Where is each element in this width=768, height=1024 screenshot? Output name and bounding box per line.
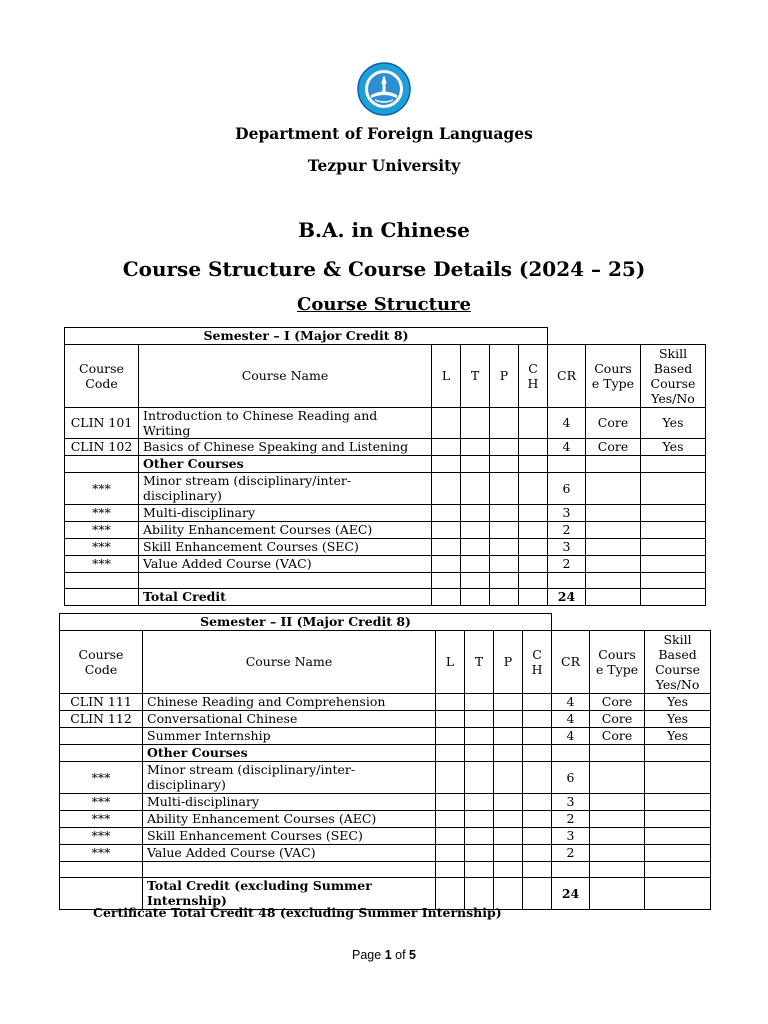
course-code: ***	[60, 844, 143, 861]
skill-based: Yes	[645, 693, 711, 710]
course-name: Summer Internship	[143, 727, 436, 744]
col-p: P	[490, 344, 519, 407]
table-row	[60, 810, 711, 827]
col-cr: CR	[548, 344, 586, 407]
col-skill-based: Skill Based Course Yes/No	[641, 344, 706, 407]
table-row	[60, 827, 711, 844]
course-code: ***	[60, 761, 143, 793]
table-row	[65, 472, 706, 504]
other-courses-label: Other Courses	[139, 455, 432, 472]
col-skill-based: Skill Based Course Yes/No	[645, 630, 711, 693]
skill-based: Yes	[641, 438, 706, 455]
course-code: ***	[60, 793, 143, 810]
table-row	[65, 521, 706, 538]
col-cr: CR	[552, 630, 590, 693]
table-row	[65, 504, 706, 521]
credit: 2	[552, 844, 590, 861]
course-name: Ability Enhancement Courses (AEC)	[139, 521, 432, 538]
table-row	[60, 727, 711, 744]
total-row	[65, 588, 706, 605]
table-row	[65, 455, 706, 472]
col-p: P	[494, 630, 523, 693]
credit: 4	[552, 693, 590, 710]
course-code: CLIN 111	[60, 693, 143, 710]
semester-2-caption: Semester – II (Major Credit 8)	[60, 614, 552, 631]
skill-based: Yes	[641, 407, 706, 438]
university-seal-icon	[357, 62, 411, 116]
col-course-type: Cours e Type	[590, 630, 645, 693]
credit: 4	[548, 438, 586, 455]
page-word: Page	[352, 948, 382, 962]
credit: 2	[548, 521, 586, 538]
col-course-type: Cours e Type	[586, 344, 641, 407]
skill-based: Yes	[645, 727, 711, 744]
course-code: ***	[60, 810, 143, 827]
page-number: 1	[384, 948, 392, 962]
section-heading: Course Structure	[297, 294, 471, 315]
course-code: ***	[65, 472, 139, 504]
table-row	[60, 861, 711, 877]
credit: 6	[548, 472, 586, 504]
course-name: Conversational Chinese	[143, 710, 436, 727]
course-code: CLIN 112	[60, 710, 143, 727]
course-code: ***	[65, 504, 139, 521]
page-footer	[0, 948, 768, 962]
course-type: Core	[590, 727, 645, 744]
col-ch: C H	[523, 630, 552, 693]
col-course-code: Course Code	[60, 630, 143, 693]
table-row	[65, 555, 706, 572]
course-name: Value Added Course (VAC)	[143, 844, 436, 861]
course-code: ***	[65, 555, 139, 572]
course-name: Multi-disciplinary	[143, 793, 436, 810]
course-name: Value Added Course (VAC)	[139, 555, 432, 572]
course-name: Minor stream (disciplinary/inter-disciplinary)	[143, 761, 436, 793]
credit: 3	[552, 793, 590, 810]
table-row	[60, 844, 711, 861]
table-row	[60, 793, 711, 810]
course-code	[60, 727, 143, 744]
university-title: Tezpur University	[307, 156, 461, 175]
course-name: Chinese Reading and Comprehension	[143, 693, 436, 710]
table-row	[65, 538, 706, 555]
col-t: T	[461, 344, 490, 407]
col-course-name: Course Name	[143, 630, 436, 693]
course-name: Ability Enhancement Courses (AEC)	[143, 810, 436, 827]
total-credit-label: Total Credit	[139, 588, 432, 605]
course-name: Multi-disciplinary	[139, 504, 432, 521]
credit: 3	[552, 827, 590, 844]
program-title: B.A. in Chinese	[298, 218, 470, 242]
credit: 3	[548, 504, 586, 521]
course-name: Skill Enhancement Courses (SEC)	[143, 827, 436, 844]
course-name: Skill Enhancement Courses (SEC)	[139, 538, 432, 555]
department-title: Department of Foreign Languages	[235, 124, 533, 143]
total-credit-value: 24	[548, 588, 586, 605]
table-row	[65, 438, 706, 455]
col-l: L	[436, 630, 465, 693]
total-credit-label: Total Credit (excluding Summer Internship)	[143, 877, 436, 909]
col-l: L	[432, 344, 461, 407]
col-course-code: Course Code	[65, 344, 139, 407]
table-row	[60, 710, 711, 727]
other-courses-label: Other Courses	[143, 744, 436, 761]
credit: 4	[548, 407, 586, 438]
credit: 2	[552, 810, 590, 827]
credit: 6	[552, 761, 590, 793]
table-row	[60, 744, 711, 761]
credit: 2	[548, 555, 586, 572]
table-row	[65, 407, 706, 438]
course-name: Minor stream (disciplinary/inter-disciplinary)	[139, 472, 432, 504]
table-row	[60, 761, 711, 793]
semester-2-table	[59, 613, 711, 910]
course-code: CLIN 101	[65, 407, 139, 438]
table-row	[60, 693, 711, 710]
credit: 4	[552, 710, 590, 727]
total-credit-value: 24	[552, 877, 590, 909]
course-code: CLIN 102	[65, 438, 139, 455]
col-t: T	[465, 630, 494, 693]
course-type: Core	[590, 693, 645, 710]
of-word: of	[395, 948, 406, 962]
credit: 3	[548, 538, 586, 555]
credit: 4	[552, 727, 590, 744]
col-course-name: Course Name	[139, 344, 432, 407]
certificate-credit-note: Certificate Total Credit 48 (excluding Summer Internship)	[93, 905, 502, 920]
semester-1-caption: Semester – I (Major Credit 8)	[65, 328, 548, 345]
page-total: 5	[409, 948, 416, 962]
table-row	[65, 572, 706, 588]
course-type: Core	[590, 710, 645, 727]
course-code: ***	[60, 827, 143, 844]
col-ch: C H	[519, 344, 548, 407]
course-type: Core	[586, 407, 641, 438]
course-code: ***	[65, 521, 139, 538]
semester-1-table	[64, 327, 706, 606]
course-name: Introduction to Chinese Reading and Writing	[139, 407, 432, 438]
course-type: Core	[586, 438, 641, 455]
course-name: Basics of Chinese Speaking and Listening	[139, 438, 432, 455]
course-code: ***	[65, 538, 139, 555]
skill-based: Yes	[645, 710, 711, 727]
document-subtitle: Course Structure & Course Details (2024 – 25)	[122, 257, 646, 281]
